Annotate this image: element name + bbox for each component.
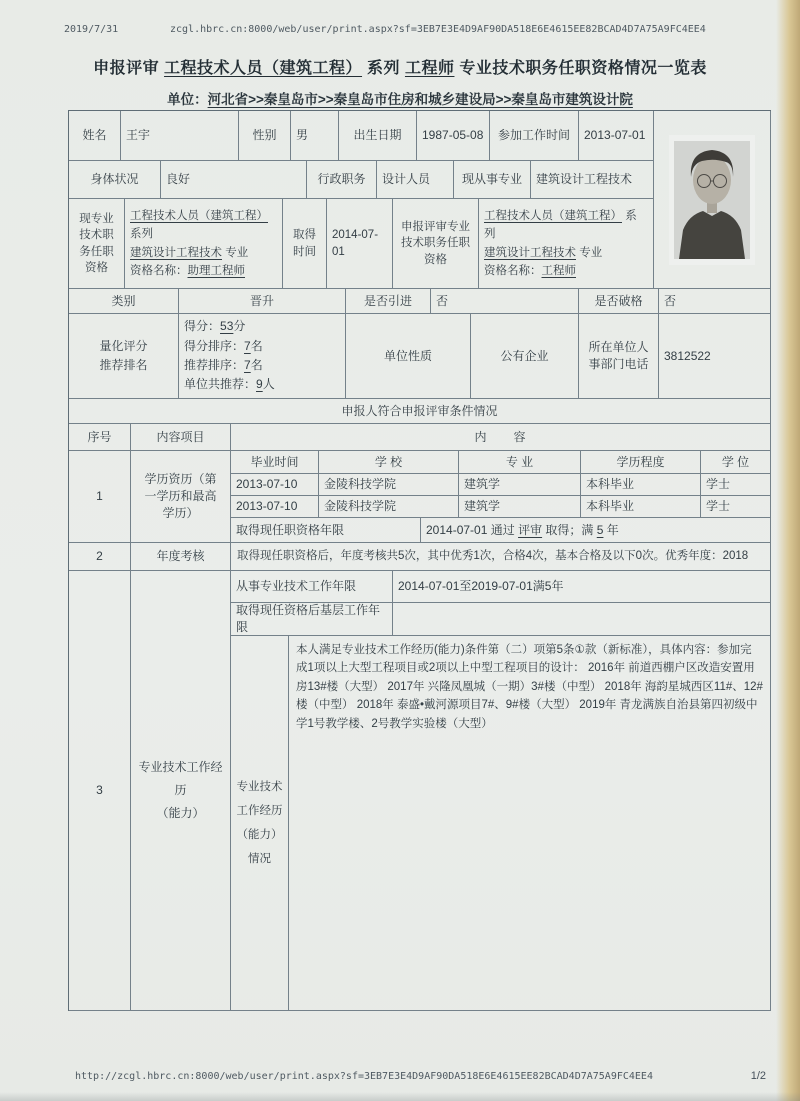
admin-post-label: 行政职务 bbox=[307, 161, 377, 199]
base-years-label: 取得现任资格后基层工作年限 bbox=[231, 603, 393, 636]
current-qual-cert: 助理工程师 bbox=[187, 264, 245, 277]
print-date: 2019/7/31 bbox=[64, 24, 119, 35]
title-suffix: 专业技术职务任职资格情况一览表 bbox=[454, 60, 707, 77]
assessment-item-label: 年度考核 bbox=[131, 543, 231, 571]
experience-row bbox=[69, 571, 771, 1011]
experience-detail-row bbox=[231, 636, 771, 1011]
unit-type-label: 单位性质 bbox=[346, 314, 471, 399]
current-qual-series: 工程技术人员（建筑工程） bbox=[130, 209, 268, 222]
education-no: 1 bbox=[69, 451, 131, 543]
current-qual-label: 现专业技术职务任职资格 bbox=[69, 199, 125, 289]
page-number: 1/2 bbox=[750, 1070, 766, 1082]
title-prefix: 申报评审 bbox=[93, 60, 165, 77]
join-date-value: 2013-07-01 bbox=[579, 111, 654, 161]
birth-label: 出生日期 bbox=[339, 111, 417, 161]
work-years-value: 2014-07-01至2019-07-01满5年 bbox=[393, 571, 771, 603]
apply-qual-major: 建筑设计工程技术 bbox=[484, 246, 576, 259]
form-title bbox=[0, 55, 800, 78]
score-order-value: 7 bbox=[244, 338, 251, 353]
current-qual-cert-label: 资格名称： bbox=[130, 264, 188, 277]
hr-phone-label: 所在单位人事部门电话 bbox=[579, 314, 659, 399]
apply-qual-series: 工程技术人员（建筑工程） bbox=[484, 209, 622, 222]
current-major-value: 建筑设计工程技术 bbox=[531, 161, 654, 199]
column-header-item: 内容项目 bbox=[131, 424, 231, 451]
unit-label: 单位： bbox=[167, 92, 208, 107]
admin-post-value: 设计人员 bbox=[377, 161, 454, 199]
join-date-label: 参加工作时间 bbox=[490, 111, 579, 161]
experience-no: 3 bbox=[69, 571, 131, 1011]
name-label: 姓名 bbox=[69, 111, 121, 161]
import-value: 否 bbox=[431, 289, 579, 314]
unit-value: 河北省>>秦皇岛市>>秦皇岛市住房和城乡建设局>>秦皇岛市建筑设计院 bbox=[207, 92, 633, 107]
education-record-row: 2013-07-10 金陵科技学院 建筑学 本科毕业 学士 bbox=[231, 496, 771, 518]
score-detail: 得分：53分 得分排序：7名 推荐排序：7名 单位共推荐：9人 bbox=[179, 314, 346, 399]
health-label: 身体状况 bbox=[69, 161, 161, 199]
category-label: 类别 bbox=[69, 289, 179, 314]
base-years-row bbox=[231, 603, 771, 636]
apply-qual-content: 工程技术人员（建筑工程） 系列 建筑设计工程技术 专业 资格名称：工程师 bbox=[479, 199, 654, 289]
experience-detail-text: 本人满足专业技术工作经历(能力)条件第（二）项第5条①款（新标准），具体内容：参加完成1项以上大型工程项目或2项以上中型工程项目的设计： 2016年 前道西棚户区改造安置用房13#楼（大型） 2017年 兴隆凤凰城（一期）3#楼（中型） 2018年 海韵星城西区11#、12#楼（中型） 2018年 泰盛•戴河源项目7#、9#楼（大型） 2019年 青龙满族自治县第四初级中学1号教学楼、2号教学实验楼（大型） bbox=[289, 636, 771, 1011]
current-major-label: 现从事专业 bbox=[454, 161, 531, 199]
education-header-row: 毕业时间 学 校 专 业 学历程度 学 位 bbox=[231, 451, 771, 474]
break-rule-label: 是否破格 bbox=[579, 289, 659, 314]
gender-value: 男 bbox=[291, 111, 339, 161]
current-qual-major: 建筑设计工程技术 bbox=[130, 246, 222, 259]
apply-qual-label: 申报评审专业技术职务任职资格 bbox=[393, 199, 479, 289]
gender-label: 性别 bbox=[239, 111, 291, 161]
portrait-photo bbox=[654, 111, 771, 289]
break-rule-value: 否 bbox=[659, 289, 771, 314]
qualification-table bbox=[68, 110, 771, 1011]
conditions-section-title: 申报人符合申报评审条件情况 bbox=[69, 399, 771, 424]
education-item-label: 学历资历（第一学历和最高学历） bbox=[131, 451, 231, 543]
name-value: 王宇 bbox=[121, 111, 239, 161]
scan-bottom-shadow bbox=[0, 1092, 800, 1101]
tenure-value: 2014-07-01 通过 评审 取得；满 5 年 bbox=[421, 518, 771, 543]
education-row bbox=[69, 451, 771, 543]
birth-value: 1987-05-08 bbox=[417, 111, 490, 161]
category-value: 晋升 bbox=[179, 289, 346, 314]
assessment-row bbox=[69, 543, 771, 571]
title-middle: 系列 bbox=[362, 60, 405, 77]
title-series: 工程技术人员（建筑工程） bbox=[164, 60, 363, 77]
work-years-row bbox=[231, 571, 771, 603]
column-header-content: 内 容 bbox=[231, 424, 771, 451]
import-label: 是否引进 bbox=[346, 289, 431, 314]
score-rank-label: 量化评分 推荐排名 bbox=[69, 314, 179, 399]
title-rank: 工程师 bbox=[404, 60, 455, 77]
footer-url: http://zcgl.hbrc.cn:8000/web/user/print.aspx?sf=3EB7E3E4D9AF90DA518E6E4615EE82BCAD4D7A75A9FC4EE4 bbox=[75, 1071, 653, 1082]
apply-qual-cert-label: 资格名称： bbox=[484, 264, 542, 277]
education-record-row: 2013-07-10 金陵科技学院 建筑学 本科毕业 学士 bbox=[231, 474, 771, 496]
unit-recommend-total: 9 bbox=[256, 377, 263, 392]
base-years-value bbox=[393, 603, 771, 636]
tenure-label: 取得现任职资格年限 bbox=[231, 518, 421, 543]
obtain-time-label: 取得时间 bbox=[283, 199, 327, 289]
column-header-no: 序号 bbox=[69, 424, 131, 451]
score-value: 53 bbox=[220, 319, 234, 334]
unit-type-value: 公有企业 bbox=[471, 314, 579, 399]
hr-phone-value: 3812522 bbox=[659, 314, 771, 399]
header-url: zcgl.hbrc.cn:8000/web/user/print.aspx?sf=3EB7E3E4D9AF90DA518E6E4615EE82BCAD4D7A75A9FC4EE4 bbox=[170, 24, 706, 35]
recommend-order-value: 7 bbox=[244, 358, 251, 372]
unit-line bbox=[0, 88, 800, 108]
assessment-no: 2 bbox=[69, 543, 131, 571]
experience-detail-label: 专业技术工作经历（能力）情况 bbox=[231, 636, 289, 1011]
current-qual-content: 工程技术人员（建筑工程）系列 建筑设计工程技术 专业 资格名称：助理工程师 bbox=[125, 199, 283, 289]
assessment-text: 取得现任职资格后，年度考核共5次，其中优秀1次，合格4次，基本合格及以下0次。优秀年度：2018 bbox=[231, 543, 771, 571]
tenure-row bbox=[231, 518, 771, 543]
health-value: 良好 bbox=[161, 161, 307, 199]
scan-edge-shadow bbox=[776, 0, 800, 1101]
work-years-label: 从事专业技术工作年限 bbox=[231, 571, 393, 603]
apply-qual-cert: 工程师 bbox=[541, 264, 576, 277]
experience-item-label: 专业技术工作经历 （能力） bbox=[131, 571, 231, 1011]
obtain-time-value: 2014-07-01 bbox=[327, 199, 393, 289]
